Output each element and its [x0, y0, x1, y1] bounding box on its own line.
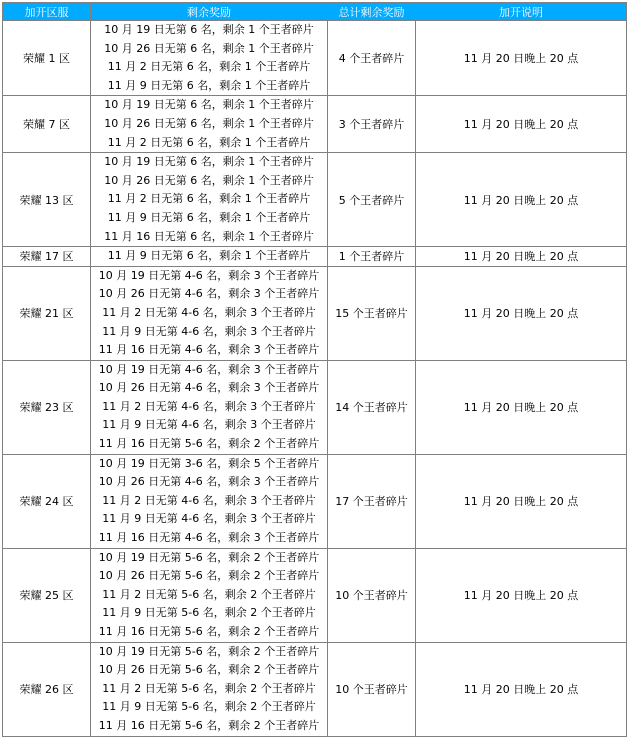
reward-line: 10 月 26 日无第 5-6 名，剩余 2 个王者碎片	[98, 663, 320, 677]
rewards-cell	[91, 360, 328, 454]
table-row	[3, 360, 627, 454]
reward-line: 10 月 26 日无第 6 名，剩余 1 个王者碎片	[104, 173, 314, 187]
header-note: 加开说明	[416, 3, 627, 21]
note-cell: 11 月 20 日晚上 20 点	[416, 96, 627, 153]
reward-line: 11 月 9 日无第 4-6 名，剩余 3 个王者碎片	[102, 512, 316, 526]
reward-line: 10 月 19 日无第 3-6 名，剩余 5 个王者碎片	[98, 456, 320, 470]
reward-line: 10 月 26 日无第 6 名，剩余 1 个王者碎片	[104, 116, 314, 130]
total-cell: 1 个王者碎片	[328, 247, 416, 267]
reward-line: 11 月 16 日无第 5-6 名，剩余 2 个王者碎片	[98, 625, 320, 638]
reward-line: 11 月 9 日无第 4-6 名，剩余 3 个王者碎片	[102, 418, 316, 432]
reward-line: 11 月 9 日无第 6 名，剩余 1 个王者碎片	[107, 249, 311, 263]
reward-line: 10 月 19 日无第 6 名，剩余 1 个王者碎片	[104, 98, 314, 112]
server-cell: 荣耀 24 区	[3, 454, 91, 548]
rewards-cell	[91, 548, 328, 642]
reward-line: 10 月 19 日无第 6 名，剩余 1 个王者碎片	[104, 155, 314, 169]
table-header-row	[3, 3, 627, 21]
table-row	[3, 454, 627, 548]
reward-line: 11 月 16 日无第 6 名，剩余 1 个王者碎片	[104, 229, 314, 243]
rewards-cell	[91, 642, 328, 736]
server-cell: 荣耀 26 区	[3, 642, 91, 736]
table-body	[3, 21, 627, 737]
total-cell: 10 个王者碎片	[328, 548, 416, 642]
total-cell: 4 个王者碎片	[328, 21, 416, 96]
server-cell: 荣耀 23 区	[3, 360, 91, 454]
table-row	[3, 266, 627, 360]
reward-line: 10 月 19 日无第 5-6 名，剩余 2 个王者碎片	[98, 550, 320, 564]
server-cell: 荣耀 25 区	[3, 548, 91, 642]
reward-line: 11 月 2 日无第 4-6 名，剩余 3 个王者碎片	[102, 305, 316, 319]
header-server: 加开区服	[3, 3, 91, 21]
reward-line: 11 月 9 日无第 6 名，剩余 1 个王者碎片	[107, 78, 311, 92]
table-row	[3, 247, 627, 267]
note-cell: 11 月 20 日晚上 20 点	[416, 360, 627, 454]
reward-line: 10 月 19 日无第 5-6 名，剩余 2 个王者碎片	[98, 644, 320, 658]
reward-line: 11 月 9 日无第 5-6 名，剩余 2 个王者碎片	[102, 700, 316, 714]
reward-line: 10 月 19 日无第 4-6 名，剩余 3 个王者碎片	[98, 362, 320, 376]
rewards-cell	[91, 153, 328, 247]
server-cell: 荣耀 7 区	[3, 96, 91, 153]
total-cell: 14 个王者碎片	[328, 360, 416, 454]
table-row	[3, 548, 627, 642]
reward-line: 10 月 26 日无第 5-6 名，剩余 2 个王者碎片	[98, 569, 320, 583]
note-cell: 11 月 20 日晚上 20 点	[416, 21, 627, 96]
note-cell: 11 月 20 日晚上 20 点	[416, 548, 627, 642]
note-cell: 11 月 20 日晚上 20 点	[416, 266, 627, 360]
reward-line: 10 月 19 日无第 6 名，剩余 1 个王者碎片	[104, 23, 314, 36]
reward-line: 11 月 9 日无第 4-6 名，剩余 3 个王者碎片	[102, 324, 316, 338]
server-cell: 荣耀 17 区	[3, 247, 91, 267]
reward-line: 11 月 9 日无第 6 名，剩余 1 个王者碎片	[107, 210, 311, 224]
server-cell: 荣耀 1 区	[3, 21, 91, 96]
header-rewards: 剩余奖励	[91, 3, 328, 21]
rewards-cell	[91, 247, 328, 267]
total-cell: 15 个王者碎片	[328, 266, 416, 360]
total-cell: 10 个王者碎片	[328, 642, 416, 736]
table-row	[3, 642, 627, 736]
rewards-table-container	[2, 2, 627, 737]
reward-line: 11 月 2 日无第 6 名，剩余 1 个王者碎片	[107, 192, 311, 206]
rewards-cell	[91, 454, 328, 548]
rewards-cell	[91, 96, 328, 153]
reward-line: 11 月 16 日无第 5-6 名，剩余 2 个王者碎片	[98, 437, 320, 451]
reward-line: 10 月 26 日无第 4-6 名，剩余 3 个王者碎片	[98, 287, 320, 301]
header-total: 总计剩余奖励	[328, 3, 416, 21]
table-row	[3, 21, 627, 96]
server-cell: 荣耀 13 区	[3, 153, 91, 247]
reward-line: 11 月 16 日无第 4-6 名，剩余 3 个王者碎片	[98, 343, 320, 357]
reward-line: 11 月 2 日无第 6 名，剩余 1 个王者碎片	[107, 60, 311, 74]
note-cell: 11 月 20 日晚上 20 点	[416, 642, 627, 736]
reward-line: 11 月 9 日无第 5-6 名，剩余 2 个王者碎片	[102, 606, 316, 620]
reward-line: 10 月 26 日无第 4-6 名，剩余 3 个王者碎片	[98, 381, 320, 395]
reward-line: 11 月 2 日无第 4-6 名，剩余 3 个王者碎片	[102, 399, 316, 413]
total-cell: 5 个王者碎片	[328, 153, 416, 247]
total-cell: 17 个王者碎片	[328, 454, 416, 548]
table-row	[3, 96, 627, 153]
note-cell: 11 月 20 日晚上 20 点	[416, 247, 627, 267]
reward-line: 11 月 2 日无第 5-6 名，剩余 2 个王者碎片	[102, 681, 316, 695]
reward-line: 11 月 2 日无第 4-6 名，剩余 3 个王者碎片	[102, 493, 316, 507]
reward-line: 11 月 16 日无第 4-6 名，剩余 3 个王者碎片	[98, 531, 320, 545]
reward-line: 10 月 19 日无第 4-6 名，剩余 3 个王者碎片	[98, 268, 320, 282]
rewards-cell	[91, 266, 328, 360]
rewards-table	[2, 2, 627, 737]
reward-line: 10 月 26 日无第 6 名，剩余 1 个王者碎片	[104, 41, 314, 55]
note-cell: 11 月 20 日晚上 20 点	[416, 153, 627, 247]
reward-line: 10 月 26 日无第 4-6 名，剩余 3 个王者碎片	[98, 475, 320, 489]
reward-line: 11 月 16 日无第 5-6 名，剩余 2 个王者碎片	[98, 718, 320, 732]
total-cell: 3 个王者碎片	[328, 96, 416, 153]
reward-line: 11 月 2 日无第 5-6 名，剩余 2 个王者碎片	[102, 587, 316, 601]
table-row	[3, 153, 627, 247]
note-cell: 11 月 20 日晚上 20 点	[416, 454, 627, 548]
reward-line: 11 月 2 日无第 6 名，剩余 1 个王者碎片	[107, 135, 311, 149]
server-cell: 荣耀 21 区	[3, 266, 91, 360]
rewards-cell	[91, 21, 328, 96]
